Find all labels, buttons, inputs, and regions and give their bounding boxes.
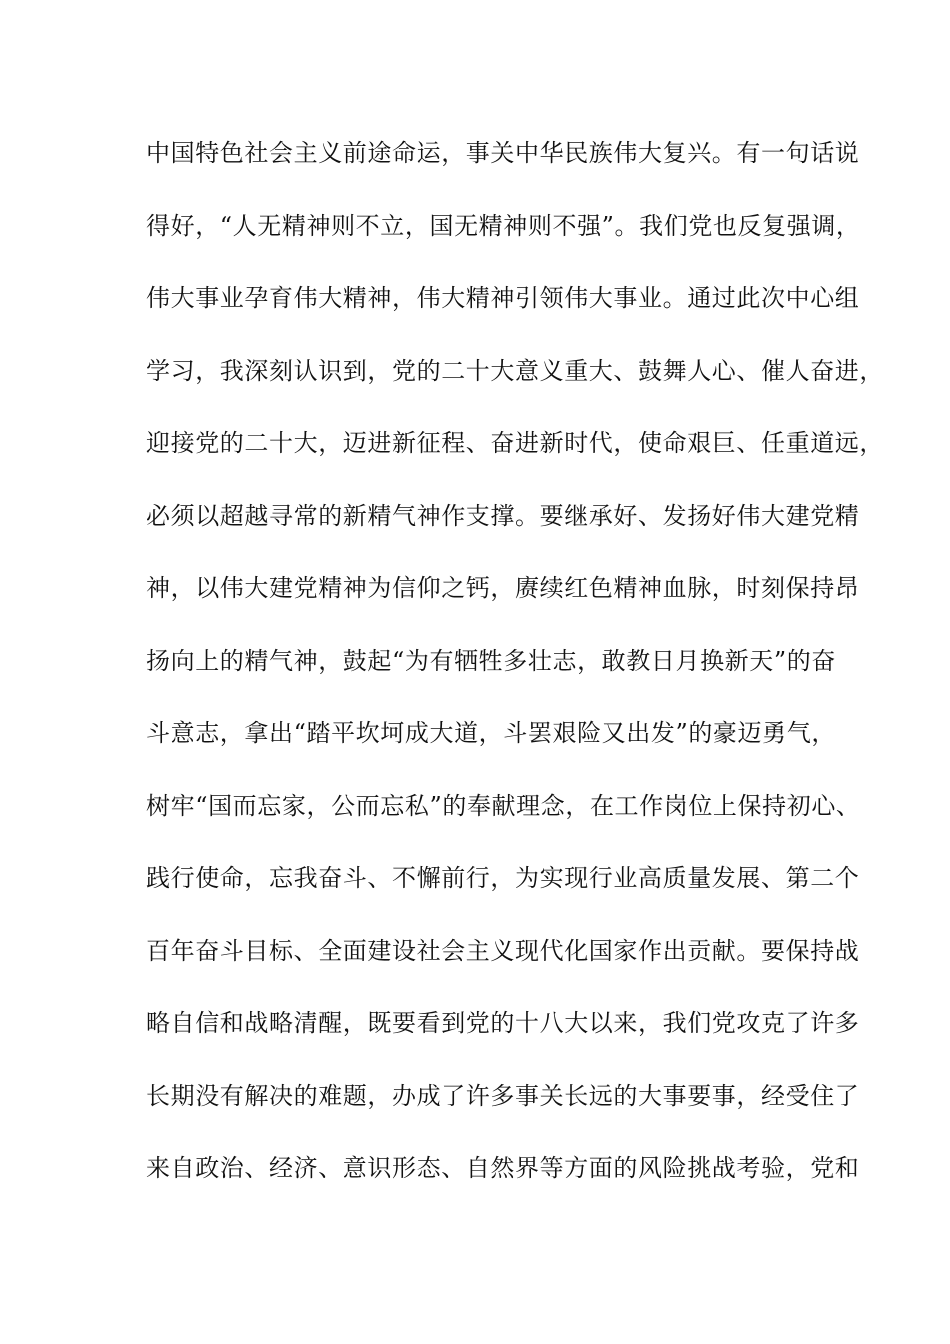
text-line: 长期没有解决的难题，办成了许多事关长远的大事要事，经受住了 (146, 1081, 860, 1110)
text-line: 略自信和战略清醒，既要看到党的十八大以来，我们党攻克了许多 (146, 1009, 860, 1037)
text-line: 树牢“国而忘家，公而忘私”的奉献理念，在工作岗位上保持初心、 (146, 791, 861, 820)
text-line: 百年奋斗目标、全面建设社会主义现代化国家作出贡献。要保持战 (146, 936, 860, 965)
text-line: 来自政治、经济、意识形态、自然界等方面的风险挑战考验，党和 (146, 1154, 860, 1182)
text-line: 学习，我深刻认识到，党的二十大意义重大、鼓舞人心、催人奋进， (146, 356, 884, 385)
text-line: 神，以伟大建党精神为信仰之钙，赓续红色精神血脉，时刻保持昂 (146, 574, 860, 602)
text-line: 必须以超越寻常的新精气神作支撑。要继承好、发扬好伟大建党精 (146, 501, 860, 530)
body-text (146, 133, 884, 1221)
text-line: 践行使命，忘我奋斗、不懈前行，为实现行业高质量发展、第二个 (146, 864, 860, 892)
text-line: 伟大事业孕育伟大精神，伟大精神引领伟大事业。通过此次中心组 (146, 284, 860, 312)
text-line: 扬向上的精气神，鼓起“为有牺牲多壮志，敢教日月换新天”的奋 (146, 646, 836, 675)
text-line: 迎接党的二十大，迈进新征程、奋进新时代，使命艰巨、任重道远， (146, 429, 884, 457)
text-line: 中国特色社会主义前途命运，事关中华民族伟大复兴。有一句话说 (146, 139, 860, 167)
text-line: 得好，“人无精神则不立，国无精神则不强”。我们党也反复强调， (146, 211, 861, 240)
text-line: 斗意志，拿出“踏平坎坷成大道，斗罢艰险又出发”的豪迈勇气， (146, 719, 836, 747)
